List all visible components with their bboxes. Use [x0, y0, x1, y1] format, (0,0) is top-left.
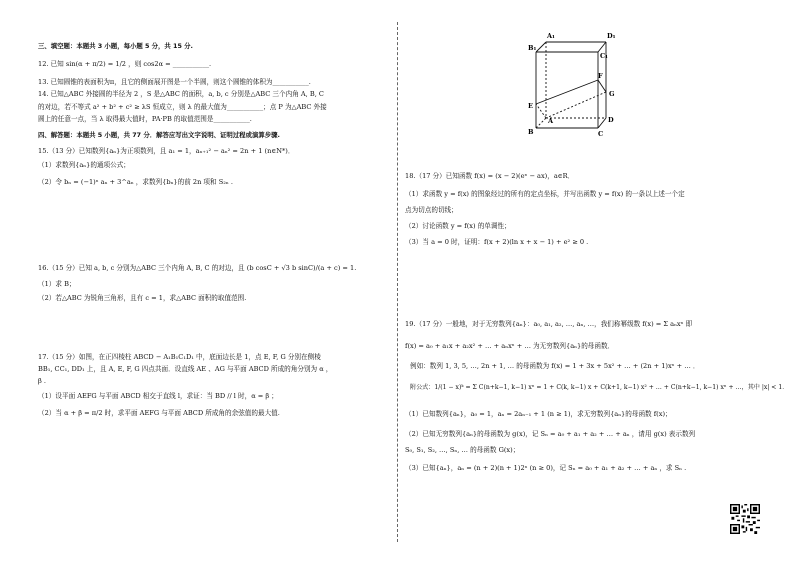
edge-d1-c1	[598, 42, 606, 52]
question-19-part-1: （1）已知数列{aₙ}，a₀ = 1，aₙ = 2aₙ₋₁ + 1 (n ≥ 1)，求无穷数列{aₙ}的母函数 f(x)；	[405, 410, 672, 418]
label-a1: A₁	[547, 32, 555, 40]
question-19-line-1: 19.（17 分）一般地，对于无穷数列{aₙ}：a₀, a₁, a₂, …, aₙ, …，我们称幂级数 f(x) = Σ aₙxⁿ 即	[405, 320, 693, 328]
edge-c-d	[598, 118, 606, 128]
question-19-part-2-line-1: （2）已知无穷数列{aₙ}的母函数为 g(x)，记 Sₙ = a₀ + a₁ + a₂ + … + aₙ ，请用 g(x) 表示数列	[405, 430, 696, 438]
label-e: E	[528, 102, 533, 110]
label-g: G	[609, 90, 615, 98]
question-13: 13. 已知圆锥的表面积为π，且它的侧面展开图是一个半圆，则这个圆锥的体积为___________.	[38, 78, 311, 87]
column-divider	[397, 22, 398, 542]
question-16-part-2: （2）若△ABC 为锐角三角形，且有 c = 1，求△ABC 面积的取值范围.	[38, 294, 247, 303]
question-17-line-1: 17.（15 分）如图，在正四棱柱 ABCD − A₁B₁C₁D₁ 中，底面边长是 1，点 E, F, G 分别在侧棱	[38, 352, 321, 361]
question-15-part-2: （2）令 bₙ = (−1)ⁿ aₙ + 3^aₙ ，求数列{bₙ}的前 2n 项和 S₂ₙ .	[38, 177, 233, 186]
fill-section-header: 三、填空题：本题共 3 小题，每小题 5 分，共 15 分.	[38, 42, 193, 50]
answer-section-header: 四、解答题：本题共 5 小题，共 77 分．解答应写出文字说明、证明过程或演算步骤.	[38, 131, 280, 140]
question-19-part-2-line-2: S₀, S₁, S₂, …, Sₙ, … 的母函数 G(x)；	[405, 446, 520, 454]
question-15-part-1: （1）求数列{aₙ}的通项公式；	[38, 161, 130, 170]
edge-a1-b1	[536, 42, 546, 52]
question-18-part-1-line-2: 点为切点的切线；	[405, 206, 458, 214]
question-17-part-2: （2）当 α + β = π/2 时，求平面 AEFG 与平面 ABCD 所成角的余弦值的最大值.	[38, 408, 280, 417]
question-18-part-2: （2）讨论函数 y = f(x) 的单调性；	[405, 222, 511, 230]
question-19-line-2: f(x) = a₀ + a₁x + a₂x² + … + aₙxⁿ + … 为无穷数列{aₙ}的母函数．	[405, 342, 615, 350]
edge-g-a	[546, 92, 606, 118]
label-c: C	[598, 130, 604, 138]
prism-figure	[528, 28, 624, 140]
question-16-part-1: （1）求 B；	[38, 280, 76, 289]
qr-code[interactable]	[730, 504, 760, 534]
label-d1: D₁	[607, 32, 616, 40]
label-d: D	[608, 116, 614, 124]
edge-a-e	[536, 104, 546, 118]
question-14-line-3: 圆上的任意一点，当 λ 取得最大值时，PA·PB 的取值范围是___________.	[38, 114, 252, 123]
edge-b-a	[536, 118, 546, 128]
question-19-formula: 附公式：1/(1 − x)ᵏ = Σ C(n+k−1, k−1) xⁿ = 1 + C(k, k−1) x + C(k+1, k−1) x² + … + C(n+k−1, k−1) xⁿ + …，其中 |x| < 1．	[410, 384, 789, 391]
question-15-stem: 15.（13 分）已知数列{aₙ}为正项数列，且 a₁ = 1，aₙ₊₁² − aₙ² = 2n + 1 (n∈N*)．	[38, 147, 295, 156]
label-b1: B₁	[528, 44, 537, 52]
edge-e-f	[536, 80, 598, 104]
label-b: B	[528, 128, 534, 136]
question-12: 12. 已知 sin(α + π/2) = 1/2 ，则 cos2α = ___________.	[38, 60, 212, 68]
question-17-line-3: β .	[38, 377, 47, 386]
question-17-line-2: BB₁, CC₁, DD₁ 上，且 A, E, F, G 四点共面．设直线 AE 、AG 与平面 ABCD 所成的角分别为 α ，	[38, 364, 333, 373]
question-18-part-3: （3）当 a = 0 时，证明：f(x + 2)(ln x + x − 1) + e² ≥ 0 .	[405, 238, 589, 246]
question-14-line-1: 14. 已知△ABC 外接圆的半径为 2 ，S 是△ABC 的面积，a, b, c 分别是△ABC 三个内角 A, B, C	[38, 90, 324, 99]
left-column	[38, 28, 390, 417]
question-17-part-1: （1）设平面 AEFG 与平面 ABCD 相交于直线 l，求证：当 BD // l 时，α = β ；	[38, 392, 278, 401]
label-f: F	[598, 72, 603, 80]
question-18-part-1-line-1: （1）求函数 y = f(x) 的图象经过的所有的定点坐标，并写出函数 y = f(x) 的一条以上述一个定	[405, 190, 685, 198]
question-16-stem: 16.（15 分）已知 a, b, c 分别为△ABC 三个内角 A, B, C 的对边，且 (b cosC + √3 b sinC)/(a + c) = 1.	[38, 263, 357, 272]
question-19-part-3: （3）已知{aₙ}，aₙ = (n + 2)(n + 1)2ⁿ (n ≥ 0)，记 Sₙ = a₀ + a₁ + a₂ + … + aₙ ，求 Sₙ .	[405, 464, 687, 472]
question-14-line-2: 的对边，若不等式 a² + b² + c² ≥ λS 恒成立，则 λ 的最大值为___________；点 P 为△ABC 外接	[38, 102, 327, 111]
question-18-stem: 18.（17 分）已知函数 f(x) = (x − 2)(eˣ − ax)，a∈R．	[405, 172, 575, 180]
label-a: A	[548, 117, 554, 125]
question-19-line-3: 例如：数列 1, 3, 5, …, 2n + 1, … 的母函数为 f(x) = 1 + 3x + 5x² + … + (2n + 1)xⁿ + … ．	[410, 362, 700, 370]
edge-f-g	[598, 80, 606, 92]
label-c1: C₁	[600, 52, 609, 60]
